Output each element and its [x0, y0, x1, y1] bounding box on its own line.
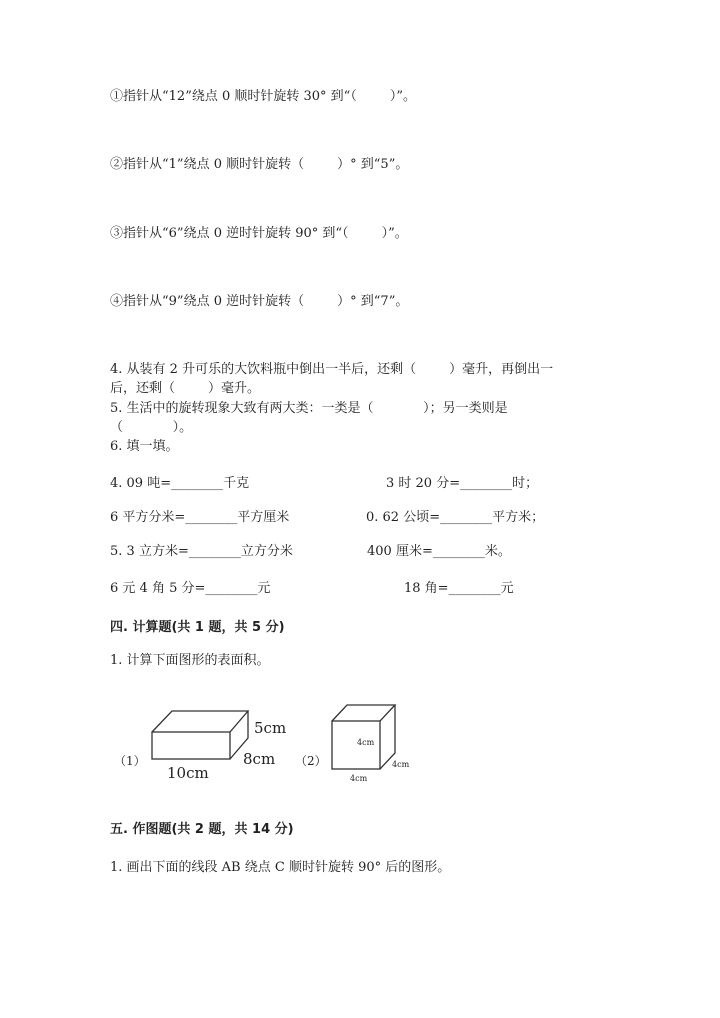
- question-4-line2: 后，还剩（ ）毫升。: [110, 381, 261, 396]
- cube-edge-label-2: 4cm: [392, 760, 410, 769]
- question-4-line1: 4. 从装有 2 升可乐的大饮料瓶中倒出一半后，还剩（ ）毫升，再倒出一: [110, 362, 554, 377]
- rotation-item-1: ①指针从“12”绕点 0 顺时针旋转 30° 到“（ ）”。: [110, 89, 417, 104]
- cube-edge-label-1: 4cm: [357, 738, 375, 747]
- fill-right-1: 3 时 20 分=________时；: [386, 476, 539, 491]
- cube-edge-label-3: 4cm: [350, 774, 368, 783]
- rotation-item-3: ③指针从“6”绕点 0 逆时针旋转 90° 到“（ ）”。: [110, 226, 408, 241]
- cuboid-height-label: 5cm: [254, 719, 287, 737]
- figure-label-2: （2）: [295, 754, 327, 768]
- figure-label-1: （1）: [114, 754, 146, 768]
- section-4-question-1: 1. 计算下面图形的表面积。: [110, 653, 270, 668]
- section-5-title: 五. 作图题(共 2 题，共 14 分): [110, 822, 294, 837]
- fill-right-2: 0. 62 公顷=________平方米；: [366, 510, 545, 525]
- cuboid-figure: [152, 711, 248, 759]
- rotation-item-2: ②指针从“1”绕点 0 顺时针旋转（ ）° 到“5”。: [110, 157, 409, 172]
- fill-left-1: 4. 09 吨=________千克: [110, 476, 250, 491]
- fill-right-3: 400 厘米=________米。: [367, 544, 511, 559]
- fill-right-4: 18 角=________元: [404, 581, 514, 596]
- question-5-line2: （ ）。: [110, 420, 193, 435]
- fill-left-3: 5. 3 立方米=________立方分米: [110, 544, 293, 559]
- question-5-line1: 5. 生活中的旋转现象大致有两大类：一类是（ ）；另一类则是: [110, 401, 508, 416]
- section-5-question-1: 1. 画出下面的线段 AB 绕点 C 顺时针旋转 90° 后的图形。: [110, 860, 451, 875]
- question-6-title: 6. 填一填。: [110, 439, 179, 454]
- rotation-item-4: ④指针从“9”绕点 0 逆时针旋转（ ）° 到“7”。: [110, 294, 409, 309]
- cuboid-width-label: 8cm: [243, 750, 276, 768]
- fill-left-4: 6 元 4 角 5 分=________元: [110, 581, 271, 596]
- cube-figure: [332, 705, 395, 769]
- section-4-title: 四. 计算题(共 1 题，共 5 分): [110, 620, 285, 635]
- cuboid-length-label: 10cm: [167, 764, 209, 782]
- fill-left-2: 6 平方分米=________平方厘米: [110, 510, 290, 525]
